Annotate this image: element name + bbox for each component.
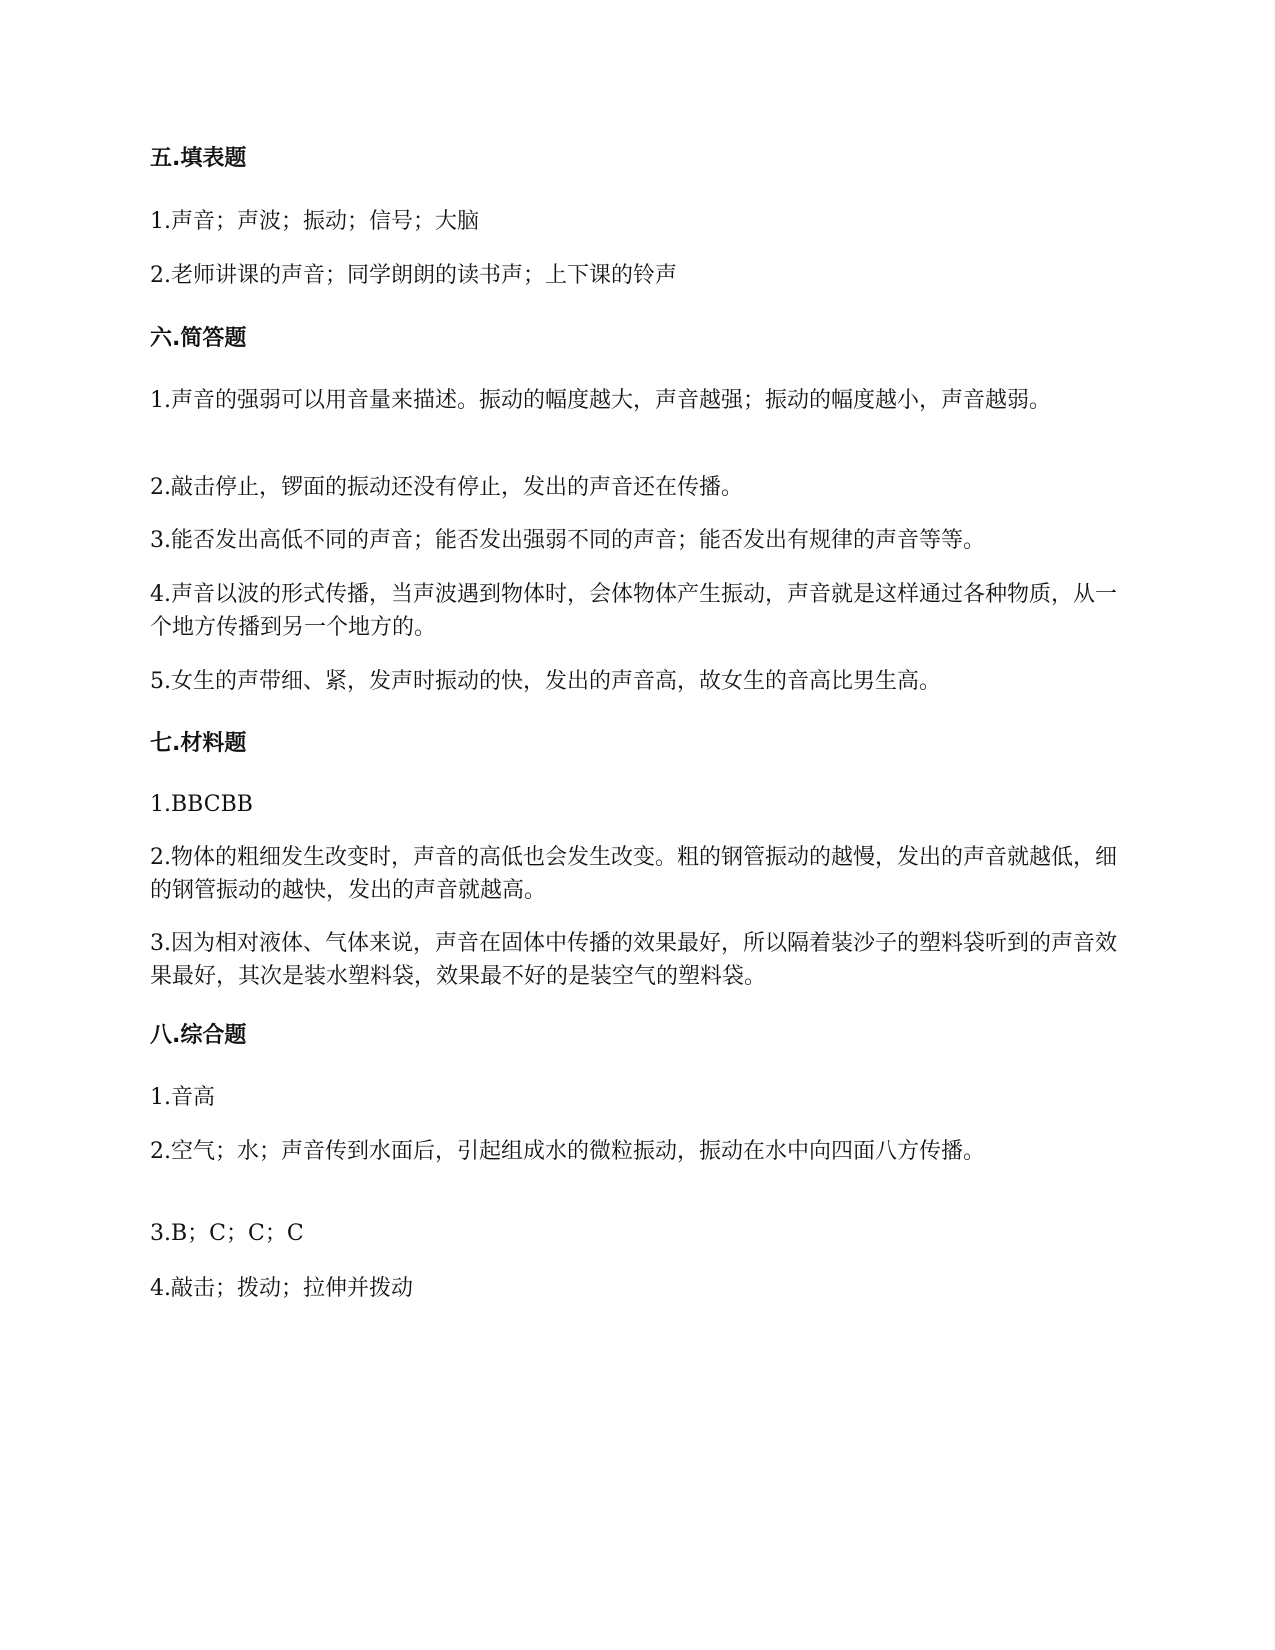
answer-item: 3.能否发出高低不同的声音；能否发出强弱不同的声音；能否发出有规律的声音等等。 — [150, 528, 985, 553]
answer-item: 5.女生的声带细、紧，发声时振动的快，发出的声音高，故女生的音高比男生高。 — [150, 669, 941, 694]
answer-item: 4.敲击；拨动；拉伸并拨动 — [150, 1276, 413, 1301]
answer-item: 1.声音的强弱可以用音量来描述。振动的幅度越大，声音越强；振动的幅度越小，声音越弱。 — [150, 388, 1051, 413]
answer-item: 4.声音以波的形式传播，当声波遇到物体时，会体物体产生振动，声音就是这样通过各种物质，从一个地方传播到另一个地方的。 — [150, 582, 1117, 640]
answer-item: 3.因为相对液体、气体来说，声音在固体中传播的效果最好，所以隔着装沙子的塑料袋听到的声音效果最好，其次是装水塑料袋，效果最不好的是装空气的塑料袋。 — [150, 931, 1117, 989]
answer-item: 2.物体的粗细发生改变时，声音的高低也会发生改变。粗的钢管振动的越慢，发出的声音就越低，细的钢管振动的越快，发出的声音就越高。 — [150, 845, 1117, 903]
answer-item: 2.老师讲课的声音；同学朗朗的读书声；上下课的铃声 — [150, 263, 677, 288]
section-heading-material: 七.材料题 — [150, 731, 247, 756]
section-heading-fill-table: 五.填表题 — [150, 146, 247, 171]
answer-item: 2.敲击停止，锣面的振动还没有停止，发出的声音还在传播。 — [150, 475, 743, 500]
answer-item: 1.音高 — [150, 1085, 215, 1110]
answer-item: 1.声音；声波；振动；信号；大脑 — [150, 209, 479, 234]
answer-item: 2.空气；水；声音传到水面后，引起组成水的微粒振动，振动在水中向四面八方传播。 — [150, 1139, 985, 1164]
answer-item: 3.B；C；C；C — [150, 1221, 304, 1246]
section-heading-short-answer: 六.简答题 — [150, 326, 247, 351]
section-heading-comprehensive: 八.综合题 — [150, 1023, 247, 1048]
answer-item: 1.BBCBB — [150, 792, 253, 817]
